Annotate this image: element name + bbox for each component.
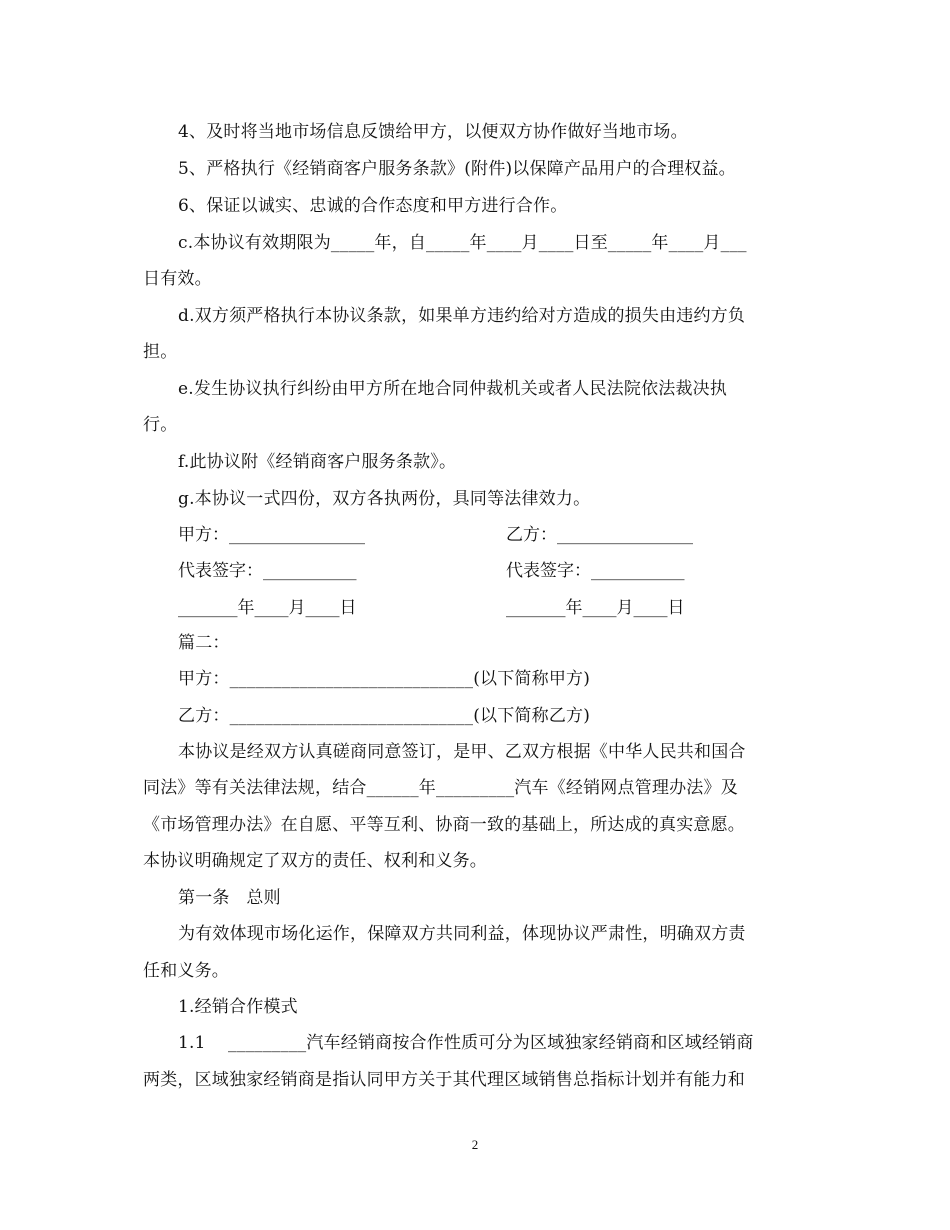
article1-line: 任和义务。: [143, 961, 229, 981]
paragraph-line: 4、及时将当地市场信息反馈给甲方，以便双方协作做好当地市场。: [178, 122, 688, 142]
party-b-representative: 代表签字：___________: [506, 561, 685, 581]
page-number: 2: [471, 1137, 479, 1152]
paragraph-line: 5、严格执行《经销商客户服务条款》(附件)以保障产品用户的合理权益。: [178, 159, 736, 179]
part2-party-a: 甲方：____________________________(以下简称甲方): [178, 669, 591, 689]
article1-heading: 第一条 总则: [178, 888, 281, 908]
intro-line: 本协议是经双方认真磋商同意签订，是甲、乙双方根据《中华人民共和国合: [178, 742, 746, 762]
paragraph-line: f.此协议附《经销商客户服务条款》。: [178, 452, 457, 472]
intro-line: 《市场管理办法》在自愿、平等互利、协商一致的基础上，所达成的真实意愿。: [143, 815, 745, 835]
paragraph-line: 日有效。: [143, 269, 212, 289]
paragraph-line: 6、保证以诚实、忠诚的合作态度和甲方进行合作。: [178, 196, 568, 216]
part2-party-b: 乙方：____________________________(以下简称乙方): [178, 706, 591, 726]
section1-heading: 1.经销合作模式: [178, 997, 298, 1017]
party-a-date: _______年____月____日: [178, 598, 357, 618]
paragraph-line: 担。: [143, 342, 178, 362]
paragraph-line: c.本协议有效期限为_____年，自_____年____月____日至_____年____月___: [178, 233, 747, 253]
intro-line: 本协议明确规定了双方的责任、权利和义务。: [143, 851, 487, 871]
paragraph-line: e.发生协议执行纠纷由甲方所在地合同仲裁机关或者人民法院依法裁决执: [178, 379, 728, 399]
intro-line: 同法》等有关法律法规，结合______年_________汽车《经销网点管理办法》及: [143, 778, 738, 798]
paragraph-line: g.本协议一式四份，双方各执两份，具同等法律效力。: [178, 489, 591, 509]
paragraph-line: 行。: [143, 415, 178, 435]
part2-heading: 篇二：: [178, 633, 230, 653]
paragraph-line: d.双方须严格执行本协议条款，如果单方违约给对方造成的损失由违约方负: [178, 306, 746, 326]
section1-1-line: 1.1 _________汽车经销商按合作性质可分为区域独家经销商和区域经销商: [178, 1033, 754, 1053]
article1-line: 为有效体现市场化运作，保障双方共同利益，体现协议严肃性，明确双方责: [178, 924, 746, 944]
party-b-date: _______年____月____日: [506, 598, 685, 618]
party-a-signature: 甲方：________________: [178, 525, 365, 545]
section1-1-line: 两类，区域独家经销商是指认同甲方关于其代理区域销售总指标计划并有能力和: [143, 1070, 745, 1090]
party-b-signature: 乙方：________________: [506, 525, 693, 545]
party-a-representative: 代表签字：___________: [178, 561, 357, 581]
